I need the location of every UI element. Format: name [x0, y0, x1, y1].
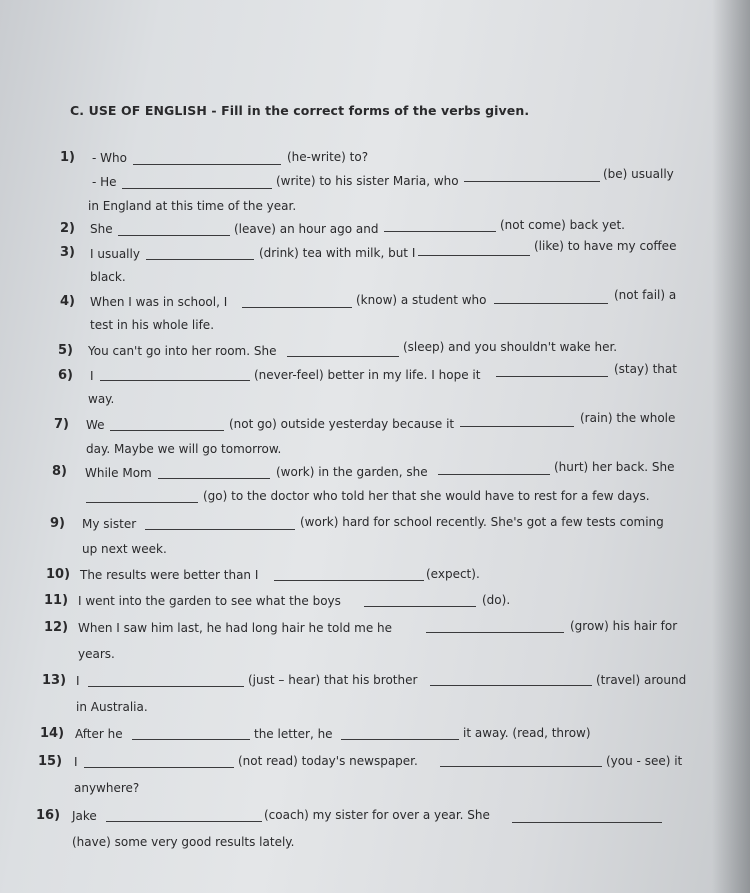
page-shadow — [712, 0, 750, 893]
question-number: 8) — [52, 464, 67, 479]
q9-text-a: My sister — [82, 517, 137, 531]
q4-text-d: test in his whole life. — [90, 318, 215, 332]
q15-text-a: I — [74, 755, 78, 769]
question-number: 12) — [44, 620, 69, 635]
q4-text-b: (know) a student who — [356, 293, 487, 307]
q13-blank-2[interactable] — [430, 685, 592, 686]
question-number: 10) — [46, 567, 71, 582]
q2-text-b: (leave) an hour ago and — [234, 222, 379, 236]
q6-text-a: I — [90, 369, 94, 383]
q16-text-c: (have) some very good results lately. — [72, 835, 295, 849]
q8-blank-3[interactable] — [86, 502, 198, 503]
q13-blank-1[interactable] — [88, 686, 244, 687]
q15-text-b: (not read) today's newspaper. — [238, 754, 418, 768]
q14-text-b: the letter, he — [254, 727, 333, 741]
q11-text-a: I went into the garden to see what the boys — [78, 594, 341, 608]
q11-text-b: (do). — [482, 593, 511, 607]
q8-text-b: (work) in the garden, she — [276, 465, 428, 479]
q4-text-c: (not fail) a — [614, 288, 677, 302]
q5-text-a: You can't go into her room. She — [88, 344, 277, 358]
question-number: 9) — [50, 516, 65, 531]
q7-text-b: (not go) outside yesterday because it — [229, 417, 455, 431]
q7-text-a: We — [86, 418, 105, 432]
question-number: 11) — [44, 593, 69, 608]
q7-blank-1[interactable] — [110, 430, 224, 431]
q9-text-b: (work) hard for school recently. She's got a few tests coming — [300, 515, 664, 529]
q3-text-b: (drink) tea with milk, but I — [259, 246, 416, 260]
q6-blank-2[interactable] — [496, 376, 608, 377]
question-number: 14) — [40, 726, 65, 741]
q1-text-f: in England at this time of the year. — [88, 199, 297, 213]
q8-text-d: (go) to the doctor who told her that she would have to rest for a few days. — [203, 489, 650, 503]
q16-text-a: Jake — [72, 809, 97, 823]
q1-text-e: (be) usually — [603, 167, 674, 181]
question-number: 7) — [54, 417, 69, 432]
q3-text-c: (like) to have my coffee — [534, 239, 677, 253]
question-number: 3) — [60, 245, 75, 260]
question-number: 1) — [60, 150, 75, 165]
q14-blank-1[interactable] — [132, 739, 250, 740]
q2-blank-2[interactable] — [384, 231, 496, 232]
q6-text-d: way. — [88, 392, 115, 406]
q12-blank-1[interactable] — [426, 632, 564, 633]
q10-text-b: (expect). — [426, 567, 480, 581]
q4-blank-1[interactable] — [242, 307, 352, 308]
q15-blank-2[interactable] — [440, 766, 602, 767]
q6-text-b: (never-feel) better in my life. I hope it — [254, 368, 481, 382]
q2-blank-1[interactable] — [118, 235, 230, 236]
q7-text-c: (rain) the whole — [580, 411, 676, 425]
q14-text-c: it away. (read, throw) — [463, 726, 591, 740]
q3-blank-2[interactable] — [418, 255, 530, 256]
q16-blank-2[interactable] — [512, 822, 662, 823]
q3-blank-1[interactable] — [146, 259, 254, 260]
q12-text-a: When I saw him last, he had long hair he told me he — [78, 621, 393, 635]
q1-text-d: (write) to his sister Maria, who — [276, 174, 459, 188]
question-number: 15) — [38, 754, 63, 769]
q13-text-a: I — [76, 674, 80, 688]
question-number: 5) — [58, 343, 73, 358]
q14-text-a: After he — [75, 727, 123, 741]
q3-text-a: I usually — [90, 247, 140, 261]
q7-text-d: day. Maybe we will go tomorrow. — [86, 442, 282, 456]
q13-text-c: (travel) around — [596, 673, 687, 687]
q10-blank-1[interactable] — [274, 580, 424, 581]
question-number: 13) — [42, 673, 67, 688]
q6-blank-1[interactable] — [100, 380, 250, 381]
q1-text-a: - Who — [92, 151, 127, 165]
q2-text-a: She — [90, 222, 113, 236]
question-number: 16) — [36, 808, 61, 823]
q15-text-d: anywhere? — [74, 781, 140, 795]
question-number: 4) — [60, 294, 75, 309]
q16-blank-1[interactable] — [106, 821, 262, 822]
question-number: 2) — [60, 221, 75, 236]
q16-text-b: (coach) my sister for over a year. She — [264, 808, 490, 822]
q4-text-a: When I was in school, I — [90, 295, 228, 309]
q1-blank-1[interactable] — [133, 164, 281, 165]
q12-text-c: years. — [78, 647, 115, 661]
q11-blank-1[interactable] — [364, 606, 476, 607]
q2-text-c: (not come) back yet. — [500, 218, 625, 232]
q10-text-a: The results were better than I — [80, 568, 259, 582]
q1-blank-2[interactable] — [122, 188, 272, 189]
q3-text-d: black. — [90, 270, 126, 284]
q5-blank-1[interactable] — [287, 356, 399, 357]
q1-text-c: - He — [92, 175, 117, 189]
q7-blank-2[interactable] — [460, 426, 574, 427]
q6-text-c: (stay) that — [614, 362, 677, 376]
q1-blank-3[interactable] — [464, 181, 600, 182]
q8-blank-2[interactable] — [438, 474, 550, 475]
q15-blank-1[interactable] — [84, 767, 234, 768]
q13-text-d: in Australia. — [76, 700, 148, 714]
q4-blank-2[interactable] — [494, 303, 608, 304]
q12-text-b: (grow) his hair for — [570, 619, 678, 633]
q14-blank-2[interactable] — [341, 739, 459, 740]
q8-blank-1[interactable] — [158, 478, 270, 479]
q9-text-c: up next week. — [82, 542, 167, 556]
question-number: 6) — [58, 368, 73, 383]
q13-text-b: (just – hear) that his brother — [248, 673, 418, 687]
q8-text-a: While Mom — [85, 466, 152, 480]
q8-text-c: (hurt) her back. She — [554, 460, 675, 474]
q5-text-b: (sleep) and you shouldn't wake her. — [403, 340, 618, 354]
q9-blank-1[interactable] — [145, 529, 295, 530]
q1-text-b: (he-write) to? — [287, 150, 369, 164]
section-title: C. USE OF ENGLISH - Fill in the correct forms of the verbs given. — [70, 103, 530, 118]
q15-text-c: (you - see) it — [606, 754, 683, 768]
